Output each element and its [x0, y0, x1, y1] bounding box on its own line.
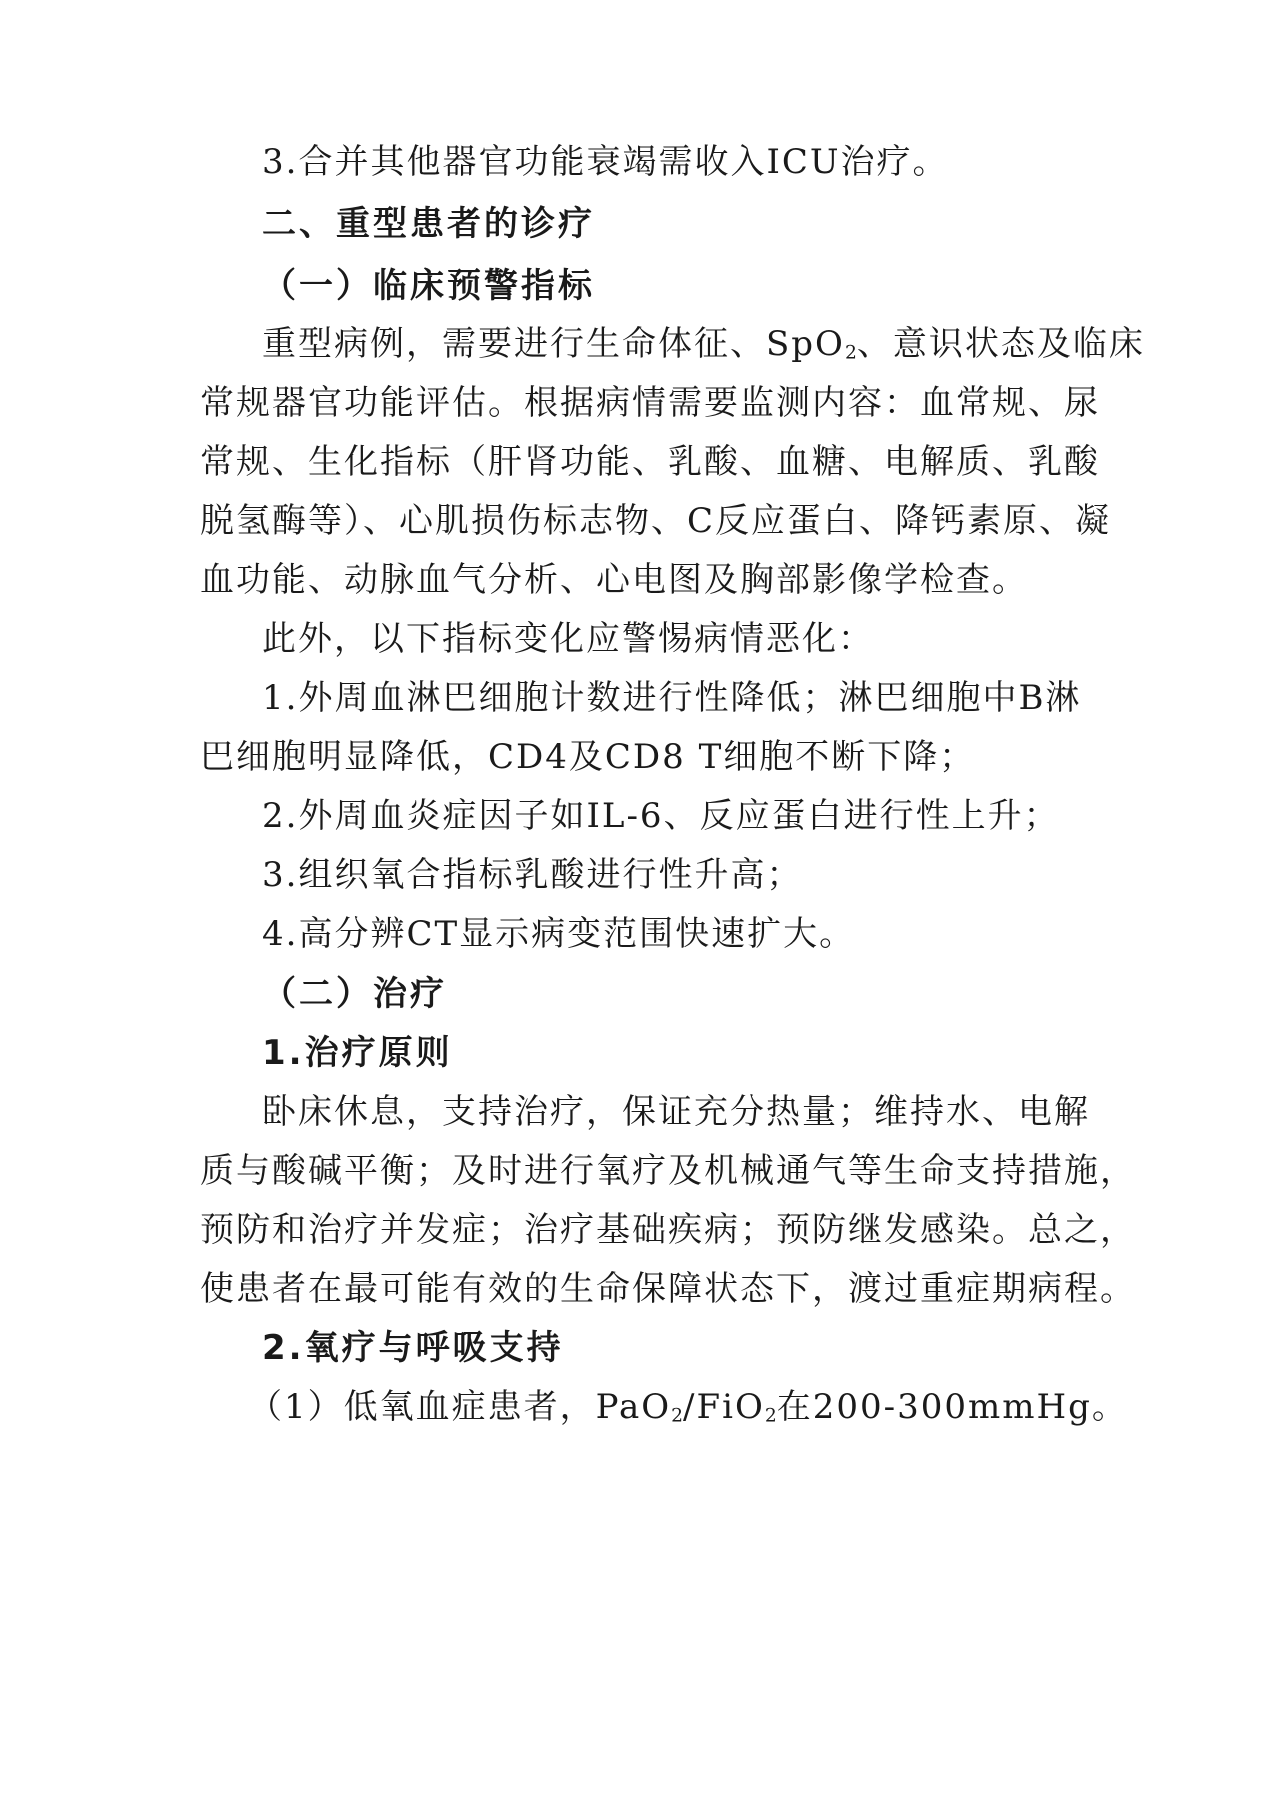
subsection-heading-clinical-warning: （一）临床预警指标 [262, 266, 595, 306]
list-item-4: 4.高分辨CT显示病变范围快速扩大。 [262, 914, 856, 954]
heading-treatment-principle: 1.治疗原则 [262, 1033, 453, 1073]
heading-oxygen-therapy: 2.氧疗与呼吸支持 [262, 1328, 564, 1368]
paragraph-warning-intro: 此外，以下指标变化应警惕病情恶化： [262, 619, 874, 659]
list-item-2: 2.外周血炎症因子如IL-6、反应蛋白进行性上升； [262, 796, 1060, 836]
paragraph-icu-criterion: 3.合并其他器官功能衰竭需收入ICU治疗。 [262, 142, 949, 182]
paragraph-treatment-line-4: 使患者在最可能有效的生命保障状态下，渡过重症期病程。 [200, 1269, 1136, 1309]
paragraph-monitoring-line-5: 血功能、动脉血气分析、心电图及胸部影像学检查。 [200, 560, 1028, 600]
paragraph-monitoring-line-2: 常规器官功能评估。根据病情需要监测内容：血常规、尿 [200, 383, 1100, 423]
list-item-1-line-2: 巴细胞明显降低，CD4及CD8 T细胞不断下降； [200, 737, 976, 777]
paragraph-monitoring-line-1: 重型病例，需要进行生命体征、SpO$_2$、意识状态及临床 [262, 324, 1145, 364]
paragraph-monitoring-line-3: 常规、生化指标（肝肾功能、乳酸、血糖、电解质、乳酸 [200, 442, 1100, 482]
section-heading-severe-patients: 二、重型患者的诊疗 [262, 204, 595, 244]
paragraph-treatment-line-1: 卧床休息，支持治疗，保证充分热量；维持水、电解 [262, 1092, 1090, 1132]
paragraph-monitoring-line-4: 脱氢酶等）、心肌损伤标志物、C反应蛋白、降钙素原、凝 [200, 501, 1112, 541]
list-item-1-line-1: 1.外周血淋巴细胞计数进行性降低；淋巴细胞中B淋 [262, 678, 1082, 718]
paragraph-hypoxemia: （1）低氧血症患者，PaO$_2$/FiO$_2$在200-300mmHg。 [248, 1387, 1128, 1427]
paragraph-treatment-line-3: 预防和治疗并发症；治疗基础疾病；预防继发感染。总之， [200, 1210, 1136, 1250]
list-item-3: 3.组织氧合指标乳酸进行性升高； [262, 855, 803, 895]
paragraph-treatment-line-2: 质与酸碱平衡；及时进行氧疗及机械通气等生命支持措施， [200, 1151, 1136, 1191]
subsection-heading-treatment: （二）治疗 [262, 974, 447, 1014]
